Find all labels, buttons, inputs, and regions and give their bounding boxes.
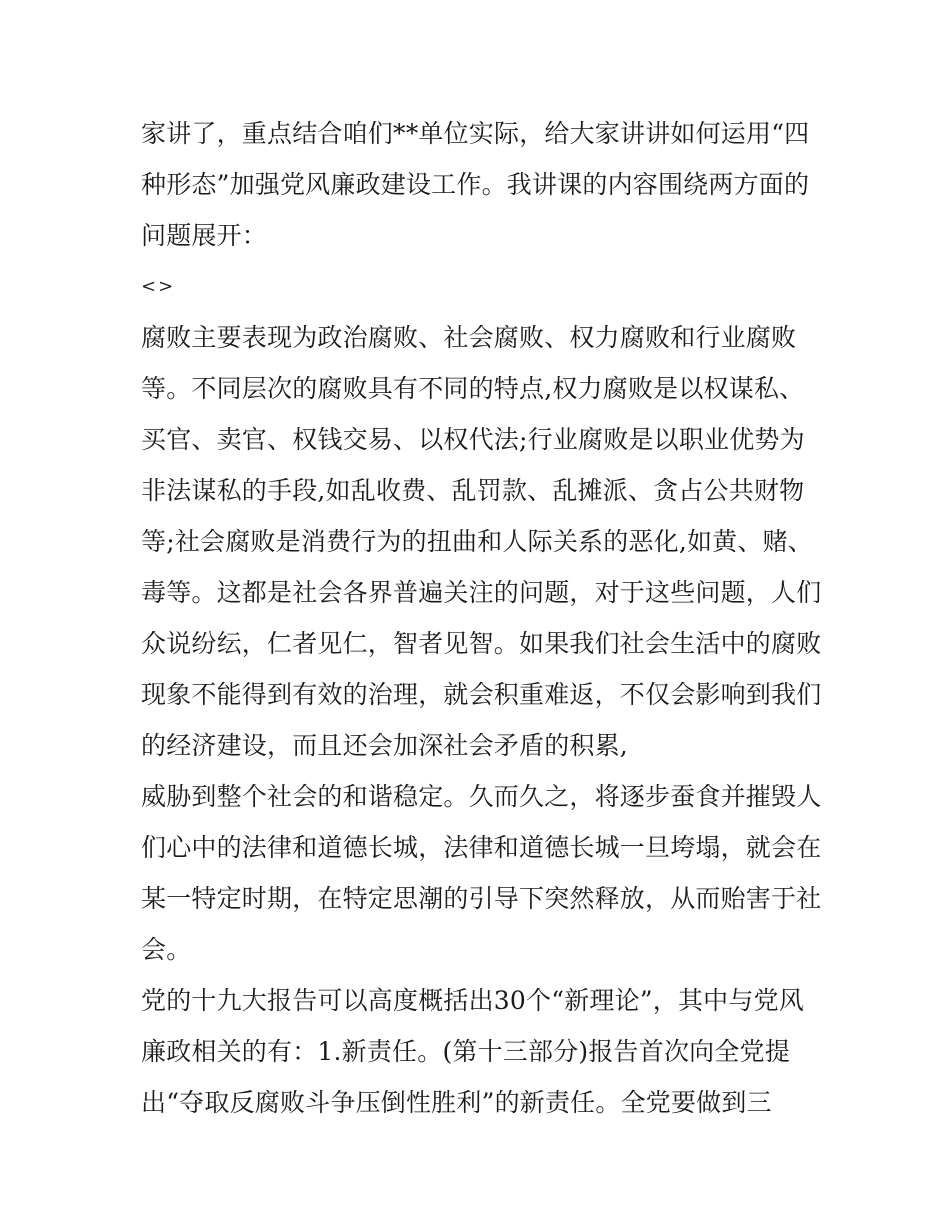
text-line: 众说纷纭，仁者见仁，智者见智。如果我们社会生活中的腐败 xyxy=(141,629,822,658)
text-line: 腐败主要表现为政治腐败、社会腐败、权力腐败和行业腐败 xyxy=(141,323,797,352)
text-line: 家讲了，重点结合咱们**单位实际，给大家讲讲如何运用“四 xyxy=(141,119,810,148)
text-line: 威胁到整个社会的和谐稳定。久而久之，将逐步蚕食并摧毁人 xyxy=(141,782,822,811)
text-line: 党的十九大报告可以高度概括出30个“新理论”，其中与党风 xyxy=(141,986,804,1015)
text-line: 现象不能得到有效的治理，就会积重难返，不仅会影响到我们 xyxy=(141,680,822,709)
text-line: 买官、卖官、权钱交易、以权代法;行业腐败是以职业优势为 xyxy=(141,425,805,454)
text-line: 们心中的法律和道德长城，法律和道德长城一旦垮塌，就会在 xyxy=(141,833,822,862)
text-line: 等;社会腐败是消费行为的扭曲和人际关系的恶化,如黄、赌、 xyxy=(141,527,813,556)
text-line: <> xyxy=(141,276,176,297)
text-line: 种形态”加强党风廉政建设工作。我讲课的内容围绕两方面的 xyxy=(141,170,810,199)
text-line: 毒等。这都是社会各界普遍关注的问题，对于这些问题，人们 xyxy=(141,578,822,607)
text-line: 问题展开： xyxy=(141,221,268,250)
body-text xyxy=(141,108,821,1128)
text-line: 廉政相关的有：1.新责任。(第十三部分)报告首次向全党提 xyxy=(141,1037,790,1066)
text-line: 等。不同层次的腐败具有不同的特点,权力腐败是以权谋私、 xyxy=(141,374,805,403)
text-line: 会。 xyxy=(141,935,192,964)
text-line: 出“夺取反腐败斗争压倒性胜利”的新责任。全党要做到三 xyxy=(141,1088,772,1117)
text-line: 的经济建设，而且还会加深社会矛盾的积累, xyxy=(141,731,628,760)
text-line: 非法谋私的手段,如乱收费、乱罚款、乱摊派、贪占公共财物 xyxy=(141,476,805,505)
text-line: 某一特定时期，在特定思潮的引导下突然释放，从而贻害于社 xyxy=(141,884,822,913)
